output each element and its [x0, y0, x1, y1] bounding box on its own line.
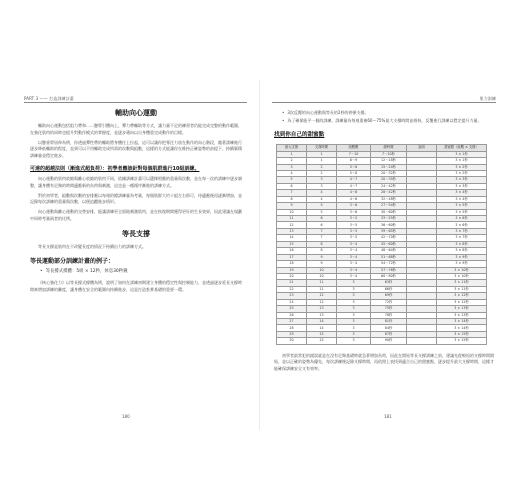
table-cell: 3 × 1秒 — [437, 158, 487, 164]
table-cell: 57～76秒 — [371, 267, 407, 273]
table-cell: 3～4 — [337, 241, 371, 247]
table-cell: 3～6 — [337, 209, 371, 215]
table-cell: 7 — [307, 235, 337, 241]
table-cell: 3 — [337, 325, 371, 331]
table-cell: 3 — [337, 306, 371, 312]
table-cell: 3 × 7秒 — [437, 235, 487, 241]
table-cell: 3 — [337, 331, 371, 337]
table-cell: 8 — [307, 248, 337, 254]
table-cell: 4～6 — [337, 196, 371, 202]
table-cell: 3 × 2秒 — [437, 170, 487, 176]
body-paragraph: 向心運動的肌肉收縮與離心收縮的肌肉不同，依據訓練計畫可以選擇相應的重量與次數，並在每一次的訓練中逐步調整，讓身體有足夠的時間適應新的負荷與刺激，這也是一種循序漸進的訓練方式。 — [30, 175, 242, 188]
table-header-cell: 最大支撐 — [277, 145, 307, 151]
subheading: 可達的超越法則（漸進式超負荷）：初學者應該針對每個肌群進行10組訓練。 — [30, 165, 200, 172]
table-cell: 3 × 9秒 — [437, 261, 487, 267]
table-cell: 4～6 — [337, 190, 371, 196]
table-cell: 4～7 — [337, 177, 371, 183]
list-item: • 等長撐式撐體：5組 × 12秒，休息30秒鐘 — [40, 268, 128, 274]
table-cell: 3 — [337, 338, 371, 344]
table-body — [277, 151, 487, 344]
table-header-cell: 支撐時間 — [307, 145, 337, 151]
table-cell: 3 × 13秒 — [437, 312, 487, 318]
table-cell: 14 — [307, 325, 337, 331]
table-cell: 6 — [307, 222, 337, 228]
table-cell: 3 × 10秒 — [437, 267, 487, 273]
table-cell: 12 — [277, 222, 307, 228]
left-page — [30, 108, 242, 297]
table-cell: 3～4 — [337, 254, 371, 260]
table-cell: 3 × 4秒 — [437, 196, 487, 202]
table-cell: 10 — [307, 267, 337, 273]
table-cell: 3～5 — [337, 222, 371, 228]
table-cell: 66秒 — [371, 286, 407, 292]
table-cell: 5 — [307, 203, 337, 209]
table-cell: 3 × 10秒 — [437, 273, 487, 279]
table-cell: 21 — [277, 280, 307, 286]
table-cell: 3 × 2秒 — [437, 164, 487, 170]
table-cell: 11 — [307, 286, 337, 292]
table-cell: 20～35秒 — [371, 177, 407, 183]
table-cell: 3 — [337, 280, 371, 286]
table-cell: 4 — [307, 196, 337, 202]
table-cell: 11 — [307, 280, 337, 286]
table-cell: 20～32秒 — [371, 170, 407, 176]
table-row — [277, 338, 487, 344]
table-cell: 28 — [277, 325, 307, 331]
table-cell: 90秒 — [371, 338, 407, 344]
table-cell: 12 — [307, 293, 337, 299]
table-cell: 3 × 6秒 — [437, 216, 487, 222]
table-cell: 24 — [277, 299, 307, 305]
table-cell: 9 — [307, 261, 337, 267]
table-cell: 20 — [277, 273, 307, 279]
bullet-icon: • — [40, 268, 43, 274]
table-cell: 7 — [307, 228, 337, 234]
table-cell: 10 — [277, 209, 307, 215]
table-cell: 3 — [337, 299, 371, 305]
table-cell: 13 — [277, 228, 307, 234]
table-cell: 30～60秒 — [371, 209, 407, 215]
table-cell: 3 × 13秒 — [437, 306, 487, 312]
table-cell: 11 — [277, 216, 307, 222]
table-cell: 3 × 14秒 — [437, 325, 487, 331]
table-cell: 3 × 3秒 — [437, 177, 487, 183]
table-cell: 27 — [277, 319, 307, 325]
body-paragraph: 《核心強化力》以等長撐式撐體為例，說明了如何在訓練初期建立身體的穩定性與控制能力，並透過逐步延長支撐時間來增加訓練的難度，讓身體在安全的範圍內持續進步，這是打造紮實基礎的重要一環。 — [30, 279, 242, 292]
table-cell: 9 — [277, 203, 307, 209]
table-cell: 33～55秒 — [371, 216, 407, 222]
table-cell: 3～5 — [337, 228, 371, 234]
table-cell: 6 — [277, 183, 307, 189]
table-cell: 3 — [277, 164, 307, 170]
table-cell: 3～4 — [337, 261, 371, 267]
table-cell: 3 — [337, 312, 371, 318]
table-cell: 3 — [337, 293, 371, 299]
table-cell: 84秒 — [371, 325, 407, 331]
section-title: 輔助向心運動 — [115, 109, 157, 117]
table-cell: 5～8 — [337, 164, 371, 170]
table-cell: 9 — [307, 254, 337, 260]
table-cell: 3 × 5秒 — [437, 209, 487, 215]
table-cell: 32～48秒 — [371, 196, 407, 202]
table-cell: 3 × 15秒 — [437, 331, 487, 337]
table-cell: 1 — [307, 151, 337, 157]
table-cell: 3 × 12秒 — [437, 293, 487, 299]
page-gutter — [259, 80, 260, 430]
bullet-list — [282, 110, 496, 124]
table-cell: 45～60秒 — [371, 241, 407, 247]
table-cell: 30 — [277, 338, 307, 344]
table-cell: 12 — [307, 299, 337, 305]
header-rule-left — [24, 102, 247, 103]
table-cell: 36～60秒 — [371, 222, 407, 228]
table-cell: 13 — [307, 306, 337, 312]
table-cell: 3 — [337, 319, 371, 325]
bullet-icon: • — [282, 117, 285, 123]
table-cell: 3 — [337, 286, 371, 292]
table-cell: 5 — [307, 209, 337, 215]
table-cell: 13 — [307, 312, 337, 318]
sweet-spot-table — [276, 144, 487, 345]
table-cell: 6 — [307, 216, 337, 222]
table-cell: 23 — [277, 293, 307, 299]
table-cell: 3 × 4秒 — [437, 190, 487, 196]
table-cell: 12～18秒 — [371, 158, 407, 164]
table-cell: 3 × 8秒 — [437, 241, 487, 247]
table-cell: 54～72秒 — [371, 261, 407, 267]
table-cell: 87秒 — [371, 331, 407, 337]
table-cell: 6～9 — [337, 158, 371, 164]
table-cell — [407, 338, 437, 344]
table-cell: 3 — [307, 183, 337, 189]
table-cell: 2 — [307, 164, 337, 170]
table-header-cell: 甜蜜點（組數 × 支撐） — [437, 145, 487, 151]
table-cell: 3 × 6秒 — [437, 222, 487, 228]
table-cell: 27～54秒 — [371, 203, 407, 209]
table-cell: 7～10秒 — [371, 151, 407, 157]
table-cell: 29 — [277, 331, 307, 337]
table-cell: 3 × 14秒 — [437, 319, 487, 325]
table-cell: 39～65秒 — [371, 228, 407, 234]
table-cell: 3 × 7秒 — [437, 228, 487, 234]
table-cell: 3 × 11秒 — [437, 280, 487, 286]
table-title: 找到你自己的甜蜜點 — [274, 132, 325, 139]
page-number-right: 181 — [384, 414, 392, 419]
table-cell: 7 — [277, 190, 307, 196]
body-paragraph: 輔助向心運動包括阻力帶和……懸臂引體向上、彈力帶輔助等方式，讓力量不足的練習者仍能完成完整的動作範圍，在強化肌肉的同時也提升對動作模式的掌握度，並逐步邁向以自身體重完成動作的目標。 — [30, 123, 242, 135]
table-cell: 15 — [277, 241, 307, 247]
table-cell: 15 — [307, 338, 337, 344]
table-header-cell: 總時間 — [371, 145, 407, 151]
table-cell: 1 — [307, 158, 337, 164]
page-number-left: 180 — [122, 414, 130, 419]
body-paragraph: 初學者最常犯的錯誤就是在沒有足夠基礎時就急著增加負荷，因此在開始等長支撐訓練之前，建議先從較短的支撐時間開始，並以正確的姿勢為優先，每次訓練後記錄支撐時間，再依照上表找到適合自己的甜蜜點，逐步提升最大支撐時間，這樣才能確保訓練安全又有效率。 — [274, 352, 494, 371]
table-cell: 3～4 — [337, 273, 371, 279]
table-cell: 28～42秒 — [371, 190, 407, 196]
table-cell: 18 — [277, 261, 307, 267]
table-cell: 5 — [277, 177, 307, 183]
subheading: 等長運動部分訓練計畫的例子： — [30, 257, 115, 265]
table-cell: 16 — [277, 248, 307, 254]
table-cell: 3～5 — [337, 235, 371, 241]
table-cell: 2 — [277, 158, 307, 164]
body-paragraph: 對於初學者，組數與次數的安排應以每週的總訓練量為考量，每個肌群大約十組左右即可，待適應後再逐漸增加，並記錄每次訓練的重量與次數，以便追蹤進步情形。 — [30, 192, 242, 205]
table-cell: 3～4 — [337, 267, 371, 273]
table-cell: 78秒 — [371, 312, 407, 318]
table-cell: 42～70秒 — [371, 235, 407, 241]
table-cell: 3 — [307, 177, 337, 183]
table-cell: 19 — [277, 267, 307, 273]
table-cell: 60～80秒 — [371, 273, 407, 279]
table-cell: 3 × 15秒 — [437, 338, 487, 344]
table-cell: 8 — [307, 241, 337, 247]
table-cell: 3 × 9秒 — [437, 254, 487, 260]
table-cell: 3 × 1秒 — [437, 151, 487, 157]
table-cell: 48～64秒 — [371, 248, 407, 254]
table-cell: 4～7 — [337, 183, 371, 189]
list-item: • 為了確保能平一個的訓練，訓練量為每週重複60～75%最大支撐時間並維持，反覆進行訓練以穩定提升力量。 — [282, 117, 482, 123]
table-cell: 3～6 — [337, 203, 371, 209]
table-cell: 3～4 — [337, 248, 371, 254]
right-page — [274, 110, 496, 373]
table-cell: 14 — [277, 235, 307, 241]
table-cell: 7～10 — [337, 151, 371, 157]
table-cell: 3～5 — [337, 216, 371, 222]
table-cell: 69秒 — [371, 293, 407, 299]
table-cell: 4 — [277, 170, 307, 176]
table-cell: 24～42秒 — [371, 183, 407, 189]
table-cell: 3 × 11秒 — [437, 286, 487, 292]
table-cell: 15～24秒 — [371, 164, 407, 170]
table-cell: 26 — [277, 312, 307, 318]
table-cell: 4 — [307, 190, 337, 196]
table-cell: 51～68秒 — [371, 254, 407, 260]
list-item: • 3次反覆的向心運動與等長的2秒的停頓支撐。 — [282, 110, 369, 115]
header-rule-right — [272, 102, 496, 103]
table-cell: 5～8 — [337, 170, 371, 176]
table-cell: 3 × 12秒 — [437, 299, 487, 305]
running-header-left: PART 3 —— 打造訓練計畫 — [24, 96, 74, 101]
table-cell: 15 — [307, 331, 337, 337]
table-cell: 1 — [277, 151, 307, 157]
table-cell: 2 — [307, 170, 337, 176]
table-header-cell: 說明 — [407, 145, 437, 151]
table-cell: 8 — [277, 196, 307, 202]
table-header-cell: 組數數 — [337, 145, 371, 151]
table-cell: 25 — [277, 306, 307, 312]
table-cell: 75秒 — [371, 306, 407, 312]
table-cell: 72秒 — [371, 299, 407, 305]
body-paragraph: 等長支撐是肌肉在不改變長度的情況下持續出力的訓練方式。 — [38, 243, 146, 249]
table-cell: 14 — [307, 319, 337, 325]
bullet-icon: • — [282, 110, 285, 115]
table-cell: 3 × 8秒 — [437, 248, 487, 254]
section-title: 等長支撐 — [122, 229, 150, 238]
table-cell: 81秒 — [371, 319, 407, 325]
table-cell: 63秒 — [371, 280, 407, 286]
table-cell: 17 — [277, 254, 307, 260]
running-header-right: 肌力訓練 — [479, 96, 496, 101]
body-paragraph: 以懸垂臂屈伸為例，你透過彈性帶的輔助將身體往上拉起，這可以讓你把專注力放在動作的向心階段，隨著訓練進行逐步降低輔助的程度，直到可以不用輔助完成所需的次數與組數，這樣的方式能讓你在維持正確姿勢的前提下，持續累積訓練量並穩定進步。 — [30, 139, 242, 159]
table-cell: 3 × 5秒 — [437, 203, 487, 209]
table-cell: 10 — [307, 273, 337, 279]
table-cell: 22 — [277, 286, 307, 292]
body-paragraph: 向心運動與離心運動的交替安排，能讓訓練更全面地刺激肌肉，並在恢復期間獲得更好的生長效果，因此建議在規劃中同時考量兩者的比例。 — [30, 209, 242, 221]
table-cell: 3 × 3秒 — [437, 183, 487, 189]
